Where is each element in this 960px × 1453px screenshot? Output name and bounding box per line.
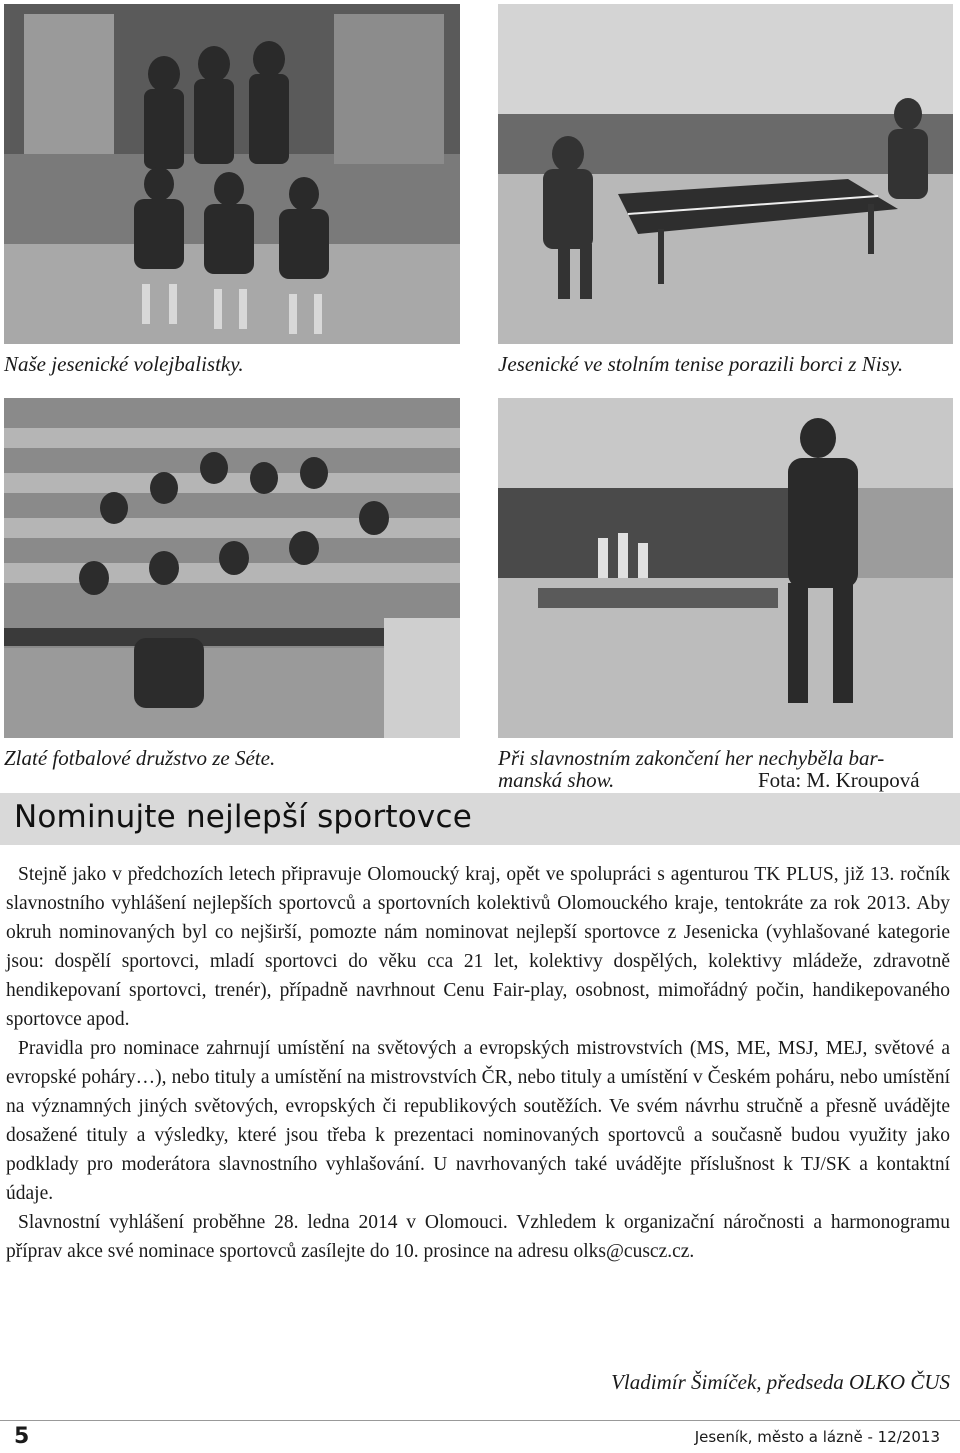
photo-caption-volleyball: Naše jesenické volejbalistky. bbox=[4, 352, 244, 376]
photo-caption-barman-show-line1: Při slavnostním zakončení her nechyběla bar- bbox=[498, 746, 885, 770]
article-signature: Vladimír Šimíček, předseda OLKO ČUS bbox=[611, 1370, 950, 1394]
photo-caption-football: Zlaté fotbalové družstvo ze Séte. bbox=[4, 746, 276, 770]
photo-caption-barman-show-line2: manská show. bbox=[498, 768, 615, 792]
article-body bbox=[6, 860, 950, 1266]
photo-volleyball-team bbox=[4, 4, 460, 344]
photo-table-tennis bbox=[498, 4, 953, 344]
photo-caption-table-tennis: Jesenické ve stolním tenise porazili borci z Nisy. bbox=[498, 352, 904, 376]
article-paragraph-2: Pravidla pro nominace zahrnují umístění na světových a evropských mistrovstvích (MS, ME, MSJ, MEJ, světové a evropské poháry…), nebo tituly a umístění na mistrovstvích ČR, nebo tituly a umístění v Českém poháru, nebo umístění na významných jiných světových, evropských či republikových soutěžích. Ve svém návrhu stručně a přesně uvádějte dosažené tituly a výsledky, které jsou třeba k prezentaci nominovaných sportovců a současně budou využity jako podklady pro moderátora slavnostního vyhlašování. U navrhovaných také uvádějte příslušnost k TJ/SK a kontaktní údaje. bbox=[6, 1038, 950, 1204]
photo-credit: Fota: M. Kroupová bbox=[758, 768, 920, 792]
article-title: Nominujte nejlepší sportovce bbox=[14, 799, 472, 835]
article-paragraph-3: Slavnostní vyhlášení proběhne 28. ledna 2014 v Olomouci. Vzhledem k organizační náročnosti a harmonogramu příprav akce své nominace sportovců zasílejte do 10. prosince na adresu olks@cuscz.cz. bbox=[6, 1212, 950, 1262]
photo-football-team bbox=[4, 398, 460, 738]
footer-rule bbox=[0, 1420, 960, 1421]
page-number: 5 bbox=[14, 1424, 30, 1449]
issue-label: Jeseník, město a lázně - 12/2013 bbox=[694, 1428, 940, 1446]
article-paragraph-1: Stejně jako v předchozích letech připravuje Olomoucký kraj, opět ve spolupráci s agenturou TK PLUS, již 13. ročník slavnostního vyhlášení nejlepších sportovců a sportovních kolektivů Olomouckého kraje, tentokráte za rok 2013. Aby okruh nominovaných byl co nejširší, pomozte nám nominovat nejlepší sportovce z Jesenicka (vyhlašované kategorie jsou: dospělí sportovci, mladí sportovci do věku cca 21 let, kolektivy dospělých, kolektivy mládeže, zdravotně hendikepovaní sportovci, trenér), případně navrhnout Cenu Fair-play, osobnost, mimořádný počin, handikepovaného sportovce apod. bbox=[6, 864, 950, 1030]
photo-barman-show bbox=[498, 398, 953, 738]
